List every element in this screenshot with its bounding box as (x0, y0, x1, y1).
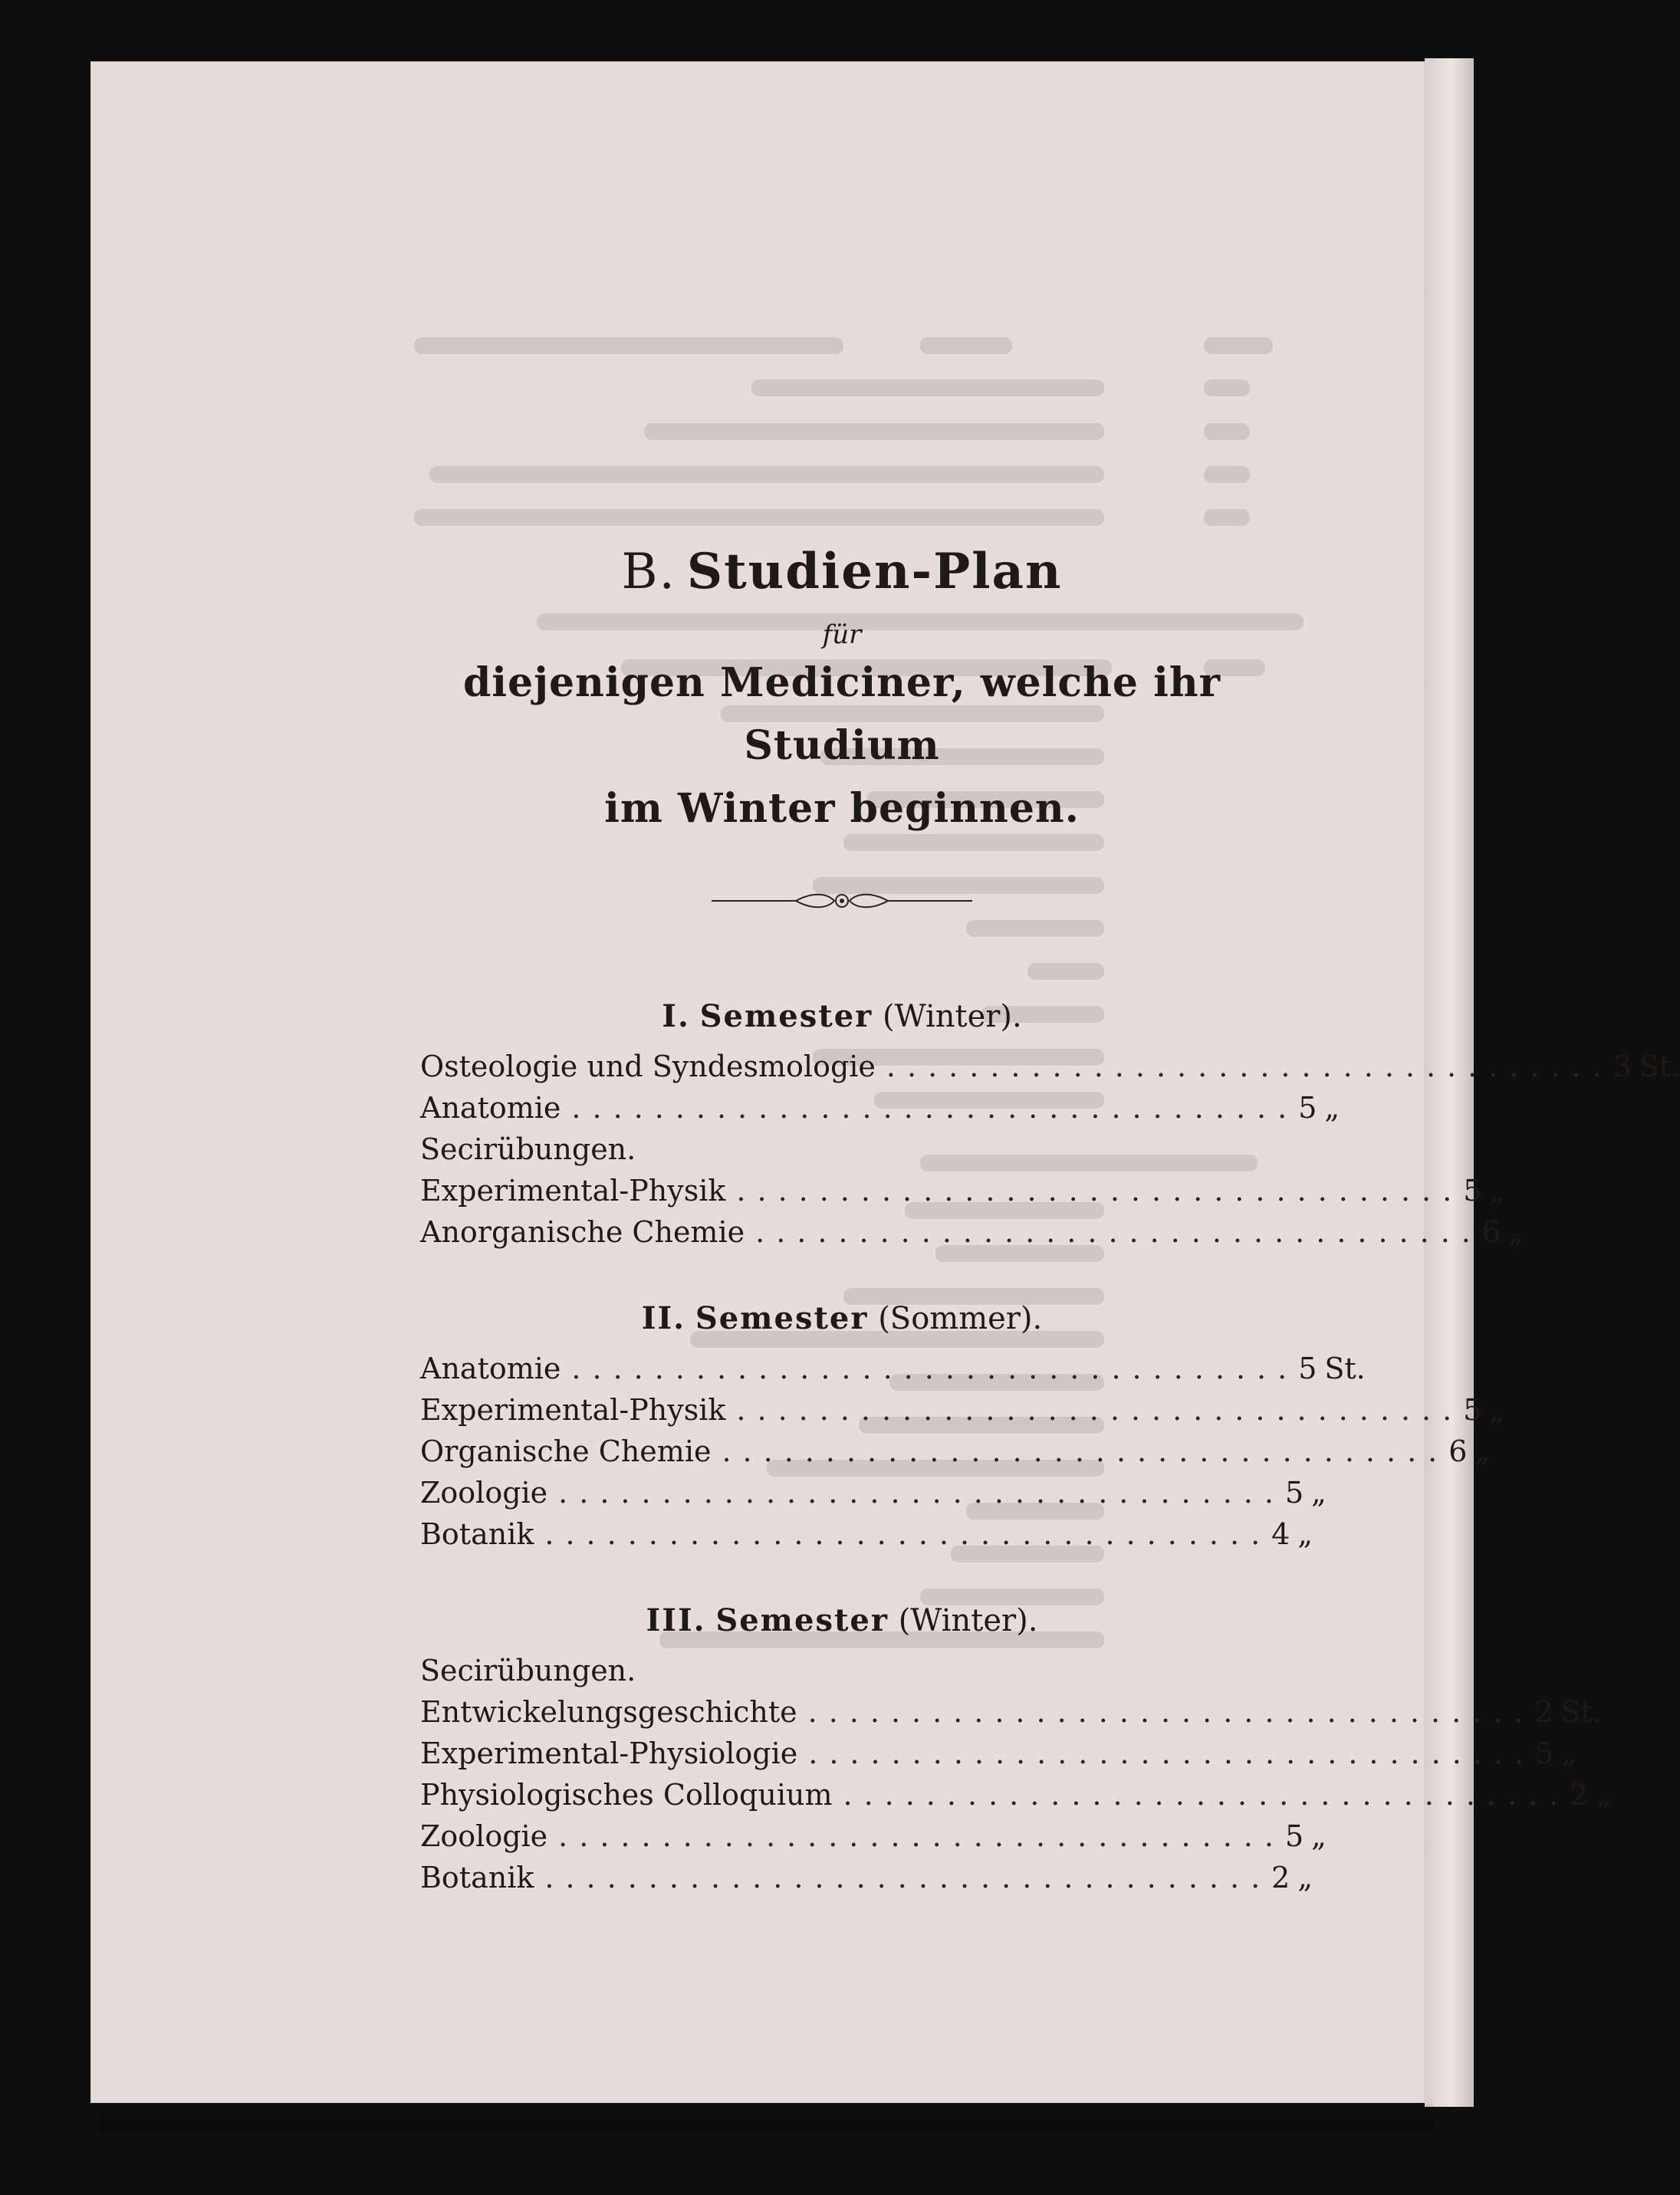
course-hours: 5 (1284, 1476, 1304, 1510)
course-hours: 5 (1535, 1737, 1554, 1770)
course-name: Secirübungen. (420, 1654, 636, 1687)
course-unit: „ (1297, 1517, 1313, 1551)
course-row (420, 1211, 1524, 1253)
dot-leader: ................................... (571, 1091, 1299, 1125)
course-row (420, 1087, 1340, 1129)
course-name: Anatomie (420, 1091, 561, 1125)
dot-leader: ................................... (886, 1050, 1613, 1083)
plan-heading-line-2: im Winter beginnen. (604, 785, 1080, 832)
course-name: Osteologie und Syndesmologie (420, 1050, 876, 1083)
course-row (420, 1431, 1491, 1472)
semester-season: (Sommer). (878, 1301, 1043, 1336)
course-unit: „ (1489, 1393, 1505, 1427)
course-row (420, 1857, 1313, 1898)
dot-leader: ................................... (558, 1819, 1285, 1853)
course-name: Zoologie (420, 1819, 548, 1853)
course-row (420, 1513, 1313, 1555)
course-unit: „ (1475, 1434, 1491, 1468)
plan-subtitle: für (822, 619, 862, 650)
course-unit: St. (1324, 1352, 1366, 1385)
course-name: Zoologie (420, 1476, 548, 1510)
semester-label: Semester (699, 998, 873, 1034)
dot-leader: ................................... (736, 1174, 1464, 1208)
course-unit: St. (1639, 1050, 1680, 1083)
course-name: Anatomie (420, 1352, 561, 1385)
study-plan-content (420, 537, 1680, 1898)
dot-leader: ................................... (571, 1352, 1299, 1385)
course-row (420, 1389, 1505, 1431)
course-hours: 5 (1463, 1393, 1482, 1427)
dot-leader: ................................... (808, 1737, 1536, 1770)
semester-roman: II. (641, 1300, 686, 1336)
course-name: Experimental-Physiologie (420, 1737, 798, 1770)
plan-label: B. (621, 544, 676, 600)
plan-title-text: Studien-Plan (686, 543, 1063, 600)
course-hours: 5 (1284, 1819, 1304, 1853)
course-hours: 5 (1298, 1091, 1317, 1125)
course-name: Secirübungen. (420, 1132, 636, 1166)
course-row (420, 1046, 1680, 1087)
semester-label: Semester (715, 1602, 889, 1638)
semester-section-1 (420, 995, 1680, 1253)
course-name: Physiologisches Colloquium (420, 1778, 833, 1812)
course-unit: „ (1297, 1861, 1313, 1894)
semester-season: (Winter). (898, 1603, 1038, 1638)
semester-heading (420, 1297, 1264, 1340)
course-row (420, 1170, 1505, 1211)
plan-heading-line-1: diejenigen Mediciner, welche ihr Studium (462, 659, 1221, 769)
course-unit: „ (1489, 1174, 1505, 1208)
course-hours: 6 (1481, 1215, 1501, 1249)
course-name: Experimental-Physik (420, 1174, 726, 1208)
semester-section-2 (420, 1297, 1505, 1555)
course-hours: 2 (1570, 1778, 1589, 1812)
semester-heading (420, 995, 1264, 1038)
course-hours: 5 (1298, 1352, 1317, 1385)
course-hours: 3 (1613, 1050, 1632, 1083)
course-hours: 6 (1448, 1434, 1468, 1468)
course-hours: 2 (1271, 1861, 1290, 1894)
dot-leader: ................................... (544, 1861, 1272, 1894)
semester-label: Semester (695, 1300, 869, 1336)
dot-leader: ................................... (558, 1476, 1285, 1510)
course-row (420, 1348, 1366, 1389)
course-list (420, 1650, 1612, 1898)
course-list (420, 1348, 1505, 1555)
course-row (420, 1733, 1576, 1774)
course-unit: „ (1508, 1215, 1524, 1249)
course-hours: 2 (1534, 1695, 1553, 1729)
course-unit: „ (1324, 1091, 1340, 1125)
dot-leader: ................................... (807, 1695, 1535, 1729)
semester-section-3 (420, 1599, 1612, 1898)
course-row (420, 1129, 1264, 1170)
course-name: Botanik (420, 1517, 534, 1551)
semester-roman: III. (646, 1602, 706, 1638)
course-row (420, 1815, 1327, 1857)
course-name: Experimental-Physik (420, 1393, 726, 1427)
semester-season: (Winter). (882, 999, 1022, 1034)
dot-leader: ................................... (722, 1434, 1449, 1468)
course-row (420, 1691, 1602, 1733)
course-unit: St. (1560, 1695, 1602, 1729)
course-name: Organische Chemie (420, 1434, 712, 1468)
course-hours: 5 (1463, 1174, 1482, 1208)
course-unit: „ (1596, 1778, 1612, 1812)
semester-heading (420, 1599, 1264, 1642)
plan-title (420, 537, 1264, 607)
dot-leader: ................................... (736, 1393, 1464, 1427)
dot-leader: ................................... (755, 1215, 1482, 1249)
course-row (420, 1650, 1264, 1691)
course-name: Botanik (420, 1861, 534, 1894)
dot-leader: ................................... (843, 1778, 1570, 1812)
course-unit: „ (1311, 1819, 1327, 1853)
semester-roman: I. (662, 998, 690, 1034)
course-name: Entwickelungsgeschichte (420, 1695, 797, 1729)
course-row (420, 1774, 1612, 1815)
course-unit: „ (1561, 1737, 1576, 1770)
course-list (420, 1046, 1680, 1253)
course-name: Anorganische Chemie (420, 1215, 745, 1249)
dot-leader: ................................... (544, 1517, 1272, 1551)
page-shadow (100, 2101, 1434, 2131)
course-unit: „ (1311, 1476, 1327, 1510)
ornament-divider-icon (712, 889, 972, 912)
course-hours: 4 (1271, 1517, 1290, 1551)
course-row (420, 1472, 1327, 1513)
